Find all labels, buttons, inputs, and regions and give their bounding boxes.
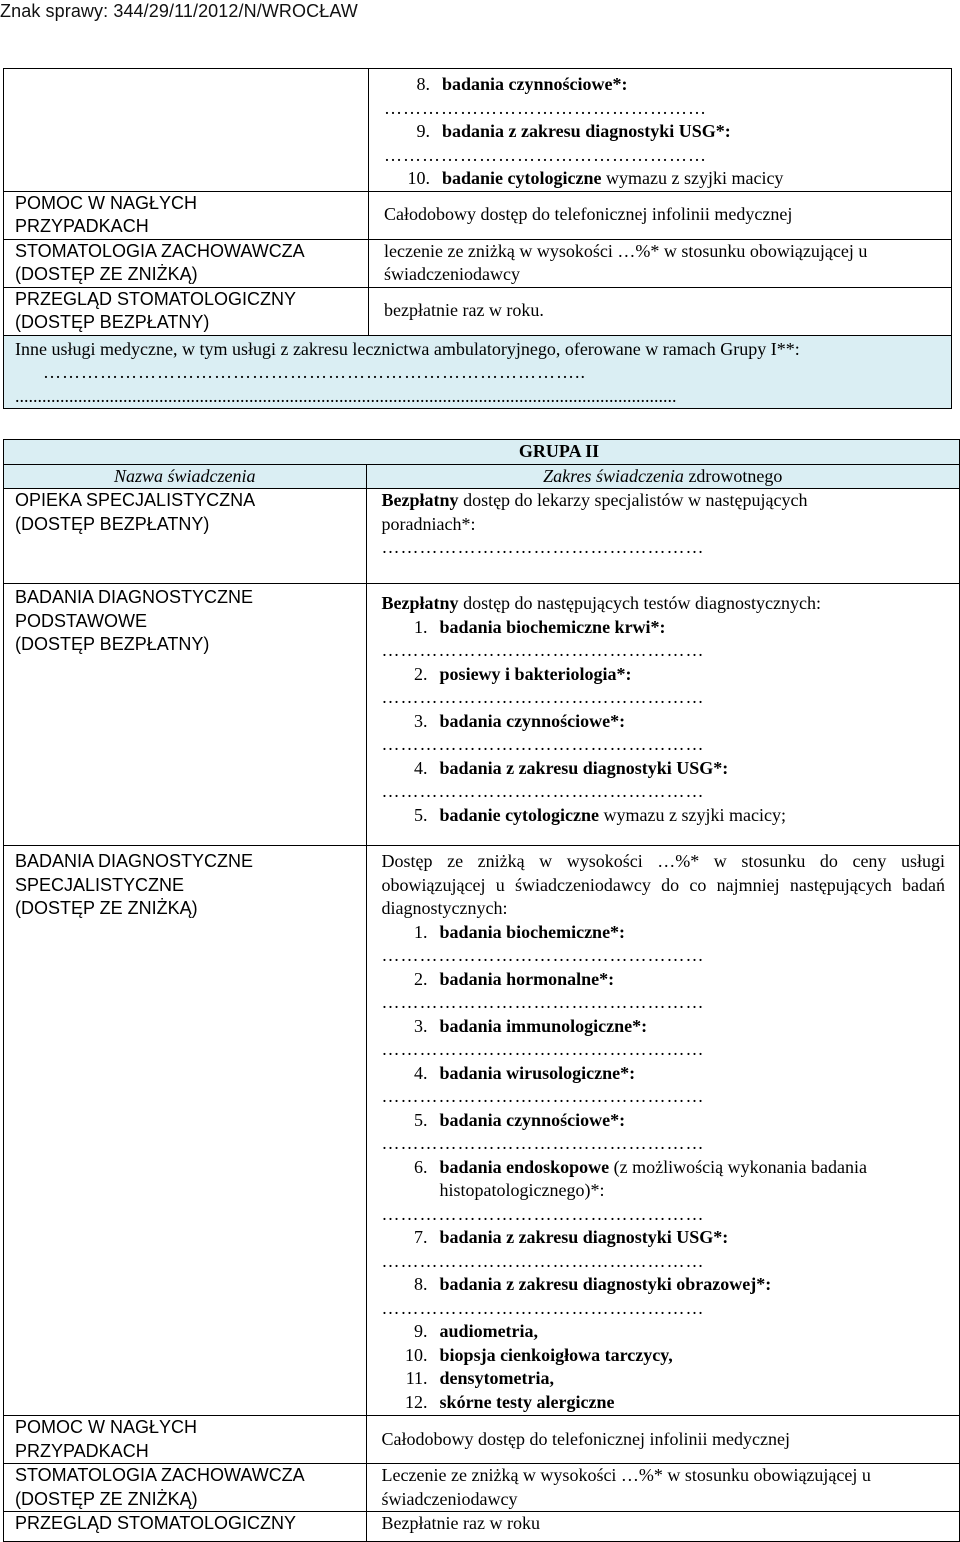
- group-2-table: [3, 439, 960, 1542]
- column-header-service-name: Nazwa świadczenia: [4, 464, 367, 489]
- other-services-row: Inne usługi medyczne, w tym usługi z zakresu lecznictwa ambulatoryjnego, oferowane w ramach Grupy I**: ………………………………………………………………………….. ...................................................................................................................................................: [4, 335, 952, 409]
- dental-checkup-label-2: PRZEGLĄD STOMATOLOGICZNY: [4, 1512, 367, 1542]
- group-1-cont-left: [4, 69, 369, 192]
- emergency-help-value: Całodobowy dostęp do telefonicznej infolinii medycznej: [369, 191, 952, 239]
- specialist-care-label: OPIEKA SPECJALISTYCZNA (DOSTĘP BEZPŁATNY): [4, 489, 367, 584]
- dental-checkup-label: PRZEGLĄD STOMATOLOGICZNY (DOSTĘP BEZPŁATNY): [4, 287, 369, 335]
- group-1-cont-right: 8. badania czynnościowe*: …………………………………………… 9. badania z zakresu diagnostyki USG*: …………………………………………… 10. badanie cytologiczne wymazu z szyjki macicy: [369, 69, 952, 192]
- emergency-help-label-2: POMOC W NAGŁYCH PRZYPADKACH: [4, 1416, 367, 1464]
- dentistry-label-2: STOMATOLOGIA ZACHOWAWCZA (DOSTĘP ZE ZNIŻKĄ): [4, 1464, 367, 1512]
- dentistry-value-2: Leczenie ze zniżką w wysokości …%* w stosunku obowiązującej u świadczeniodawcy: [366, 1464, 959, 1512]
- column-header-scope: Zakres świadczenia zdrowotnego: [366, 464, 959, 489]
- basic-diagnostics-value: Bezpłatny dostęp do następujących testów diagnostycznych: 1. badania biochemiczne krwi*: …………………………………………… 2. posiewy i bakteriologia*: …………………………………………… 3. badania czynnościowe*: …………………………………………… 4. badania z zakresu diagnostyki USG*: …………………………………………… 5. badanie cytologiczne wymazu z szyjki macicy;: [366, 584, 959, 846]
- emergency-help-label: POMOC W NAGŁYCH PRZYPADKACH: [4, 191, 369, 239]
- document-reference: Znak sprawy: 344/29/11/2012/N/WROCŁAW: [0, 1, 358, 21]
- basic-diagnostics-label: BADANIA DIAGNOSTYCZNE PODSTAWOWE (DOSTĘP BEZPŁATNY): [4, 584, 367, 846]
- emergency-help-value-2: Całodobowy dostęp do telefonicznej infolinii medycznej: [366, 1416, 959, 1464]
- specialist-diagnostics-value: Dostęp ze zniżką w wysokości …%* w stosunku do ceny usługi obowiązującej u świadczeniodawcy do co najmniej następujących badań diagnostycznych: 1. badania biochemiczne*: …………………………………………… 2. badania hormonalne*: …………………………………………… 3. badania immunologiczne*: …………………………………………… 4. badania wirusologiczne*: …………………………………………… 5. badania czynnościowe*: …………………………………………… 6. badania endoskopowe (z możliwością wykonania badania histopatologicznego)*: …………………………………………… 7. badania z zakresu diagnostyki USG*: …………………………………………… 8. badania z zakresu diagnostyki obrazowej*: …………………………………………… 9. audiometria, 10. biopsja cienkoigłowa tarczycy, 11. densytometria, 12. skórne testy alergiczne: [366, 846, 959, 1416]
- specialist-diagnostics-label: BADANIA DIAGNOSTYCZNE SPECJALISTYCZNE (DOSTĘP ZE ZNIŻKĄ): [4, 846, 367, 1416]
- dental-checkup-value: bezpłatnie raz w roku.: [369, 287, 952, 335]
- dental-checkup-value-2: Bezpłatnie raz w roku: [366, 1512, 959, 1542]
- specialist-care-value: Bezpłatny dostęp do lekarzy specjalistów w następujących poradniach*: ……………………………………………: [366, 489, 959, 584]
- group-2-title: GRUPA II: [4, 440, 960, 465]
- dentistry-value: leczenie ze zniżką w wysokości …%* w stosunku obowiązującej u świadczeniodawcy: [369, 239, 952, 287]
- group-1-table: [3, 68, 952, 409]
- dentistry-label: STOMATOLOGIA ZACHOWAWCZA (DOSTĘP ZE ZNIŻKĄ): [4, 239, 369, 287]
